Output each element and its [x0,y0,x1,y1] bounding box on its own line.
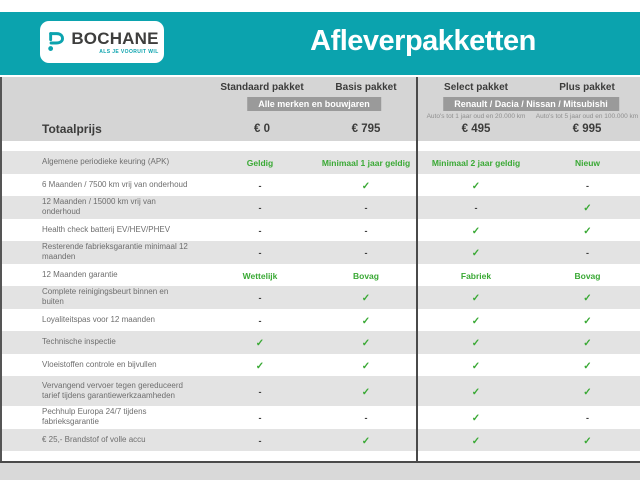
check-icon: ✓ [255,360,265,372]
price-standaard-pakket: € 0 [254,123,270,135]
check-icon: ✓ [471,225,481,237]
price-plus-pakket: € 995 [572,123,602,135]
check-icon: ✓ [471,413,481,425]
table-row [0,406,640,429]
brand-name: BOCHANE [71,28,159,48]
dash-icon: - [586,180,589,191]
feature-label: Technische inspectie [42,337,116,347]
check-icon: ✓ [361,338,371,350]
table-row [0,331,640,354]
dash-icon: - [258,413,262,424]
feature-value: Fabriek [460,270,492,281]
feature-label: € 25,- Brandstof of volle accu [42,434,146,444]
dash-icon: - [586,413,589,424]
feature-value: Geldig [246,158,274,169]
page-title: Afleverpakketten [310,25,536,57]
group-divider-line [416,77,418,463]
feature-label: Health check batterij EV/HEV/PHEV [42,224,171,234]
check-icon: ✓ [471,315,481,327]
table-row [0,264,640,287]
check-icon: ✓ [255,338,265,350]
feature-label: Resterende fabrieksgarantie minimaal 12 maanden [42,241,188,262]
feature-value: Nieuw [574,158,601,169]
feature-label: 12 Maanden / 15000 km vrij van onderhoud [42,196,156,217]
table-row [0,196,640,219]
total-price-label: Totaalprijs [42,122,102,136]
check-icon: ✓ [471,387,481,398]
check-icon: ✓ [361,180,371,192]
table-row [0,429,640,452]
check-icon: ✓ [361,360,371,372]
check-icon: ✓ [471,360,481,372]
check-icon: ✓ [583,387,592,398]
header-bar [0,12,640,75]
check-icon: ✓ [583,435,592,447]
table-row [0,376,640,406]
table-row [0,309,640,332]
table-row [0,174,640,197]
package-header-band [0,77,640,141]
table-row [0,354,640,377]
select-pakket-note: Auto's tot 1 jaar oud en 20.000 km [426,113,526,120]
table-row [0,286,640,309]
table-left-border [0,77,2,463]
table-row [0,219,640,242]
check-icon: ✓ [583,293,592,305]
feature-label: Vloeistoffen controle en bijvullen [42,359,157,369]
feature-value: Minimaal 2 jaar geldig [431,158,521,169]
table-row [0,151,640,174]
group-badge-renault-dacia-nissan-mitsubishi: Renault / Dacia / Nissan / Mitsubishi [443,97,619,111]
dash-icon: - [258,225,262,236]
dash-icon: - [258,315,262,326]
feature-value: Wettelijk [242,270,278,281]
feature-label: 6 Maanden / 7500 km vrij van onderhoud [42,179,188,189]
table-row [0,241,640,264]
feature-value: Minimaal 1 jaar geldig [321,158,411,169]
check-icon: ✓ [471,435,481,447]
price-basis-pakket: € 795 [351,123,381,135]
feature-label: Loyaliteitspas voor 12 maanden [42,314,155,324]
column-header-standaard-pakket: Standaard pakket [220,82,304,93]
feature-value: Bovag [574,270,601,281]
check-icon: ✓ [361,435,371,447]
check-icon: ✓ [471,180,481,192]
dash-icon: - [258,248,262,259]
column-header-plus-pakket: Plus pakket [559,82,615,93]
check-icon: ✓ [583,360,592,372]
plus-pakket-note: Auto's tot 5 jaar oud en 100.000 km [535,113,639,120]
feature-label: 12 Maanden garantie [42,269,118,279]
dash-icon: - [474,203,478,214]
page-bottom-strip [0,463,640,480]
brand-logo [40,21,164,63]
bochane-logo-icon [45,29,66,56]
feature-label: Vervangend vervoer tegen gereduceerd tarief tijdens garantiewerkzaamheden [42,380,183,400]
check-icon: ✓ [361,387,371,398]
feature-label: Algemene periodieke keuring (APK) [42,157,170,167]
dash-icon: - [364,203,368,214]
dash-icon: - [258,387,262,397]
check-icon: ✓ [361,293,371,305]
dash-icon: - [364,225,368,236]
brand-tagline: ALS JE VOORUIT WIL [99,48,159,55]
check-icon: ✓ [583,203,592,215]
brand-text [71,30,158,55]
feature-rows [0,151,640,451]
group-badge-all-brands: Alle merken en bouwjaren [247,97,381,111]
check-icon: ✓ [471,248,481,260]
dash-icon: - [364,413,368,424]
feature-label: Complete reinigingsbeurt binnen en buiten [42,286,169,307]
check-icon: ✓ [583,315,592,327]
check-icon: ✓ [471,338,481,350]
dash-icon: - [258,293,262,304]
column-header-select-pakket: Select pakket [444,82,508,93]
column-header-basis-pakket: Basis pakket [335,82,397,93]
dash-icon: - [258,435,262,446]
dash-icon: - [364,248,368,259]
feature-label: Pechhulp Europa 24/7 tijdens fabrieksgarantie [42,406,147,427]
price-select-pakket: € 495 [461,123,491,135]
check-icon: ✓ [583,225,592,237]
dash-icon: - [258,203,262,214]
feature-value: Bovag [353,270,379,281]
check-icon: ✓ [471,293,481,305]
check-icon: ✓ [361,315,371,327]
dash-icon: - [258,180,262,191]
dash-icon: - [586,248,589,259]
check-icon: ✓ [583,338,592,350]
